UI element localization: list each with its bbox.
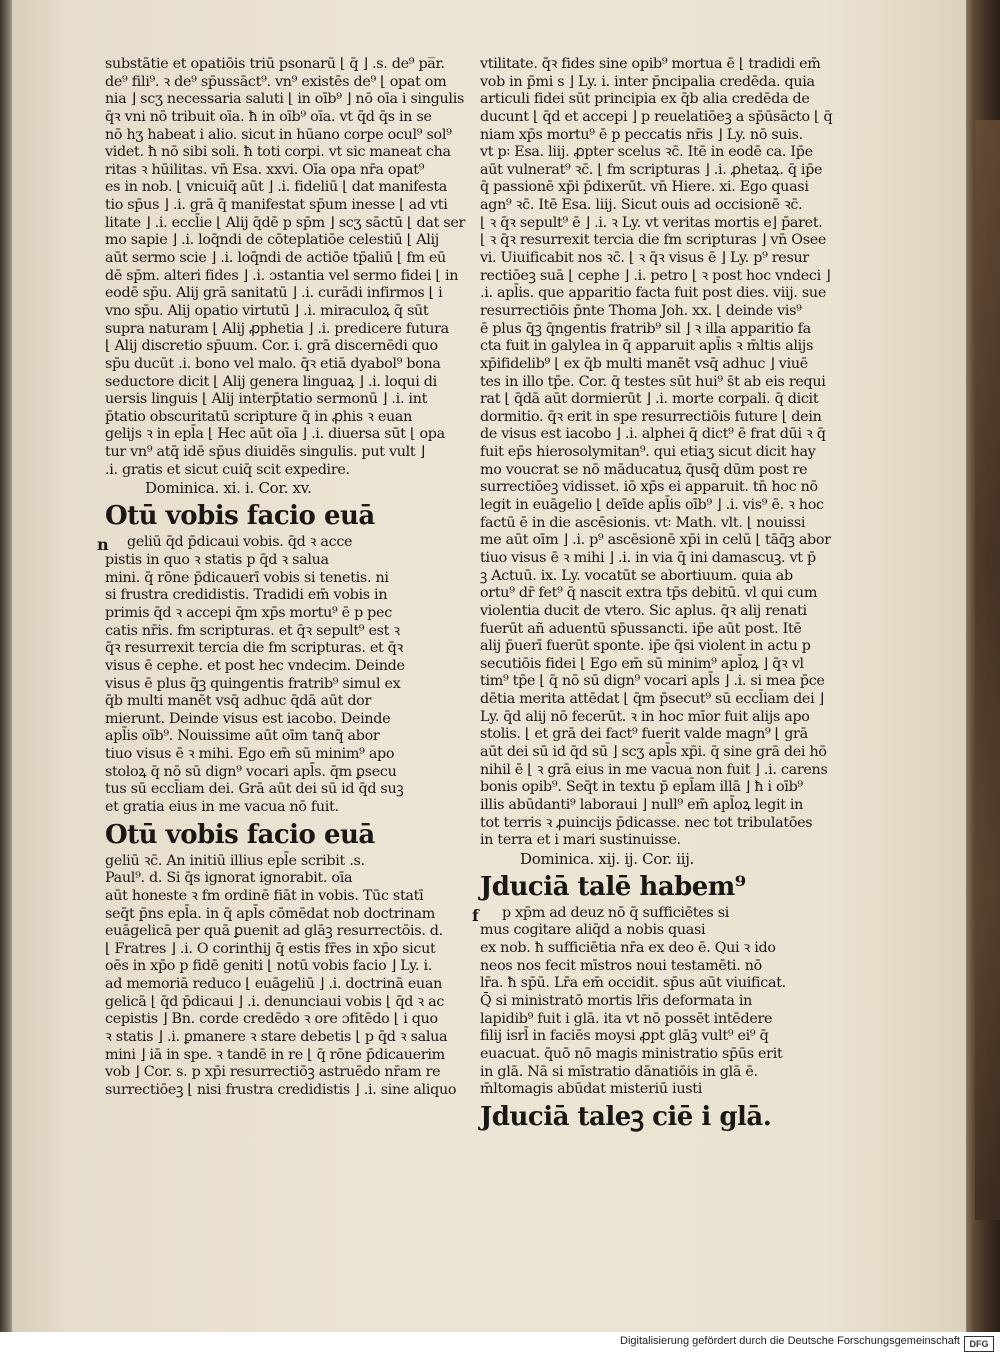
- text-line: eodē sp̄u. Alij grā sanitatū ⌋ .i. curādi infirmos ⌊ i: [105, 285, 443, 302]
- text-line: mo voucrat se nō māducatuꝝ q̄usq̄ dūm post re: [480, 461, 808, 478]
- page: [12, 0, 966, 1332]
- text-line: oēs in xp̄o p fidē geniti ⌊ notū vobis facio ⌋ Ly. i.: [105, 958, 433, 975]
- dfg-logo: DFG: [964, 1336, 994, 1352]
- text-line: ad memoriā reduco ⌊ euāgeliū ⌋ .i. doctrinā euan: [105, 976, 443, 993]
- text-line: supra naturam ⌊ Alij ꝓphetia ⌋ .i. predicere futura: [105, 320, 449, 337]
- text-line: mini ⌋ iā in spe. ꝛ tandē in re ⌊ q̄ rōne p̄dicauerim: [105, 1046, 445, 1063]
- text-line: litate ⌋ .i. eccl̄ie ⌊ Alij q̄dē p sp̄m ⌋ scʒ sāctū ⌊ dat ser: [105, 214, 466, 231]
- text-line: substātie et opatiōis triū psonarū ⌊ q̄ ⌋ .s. de⁹ pa̅r.: [105, 56, 445, 72]
- text-line: .i. gratis et sicut cuiq̄ scit expedire.: [105, 461, 350, 478]
- text-line: q̄b multi manēt vsq̄ adhuc q̄dā aūt dor: [105, 693, 372, 710]
- text-line: violentia ducit de vtero. Sic aplus. q̄ꝛ alij renati: [480, 602, 807, 619]
- text-line: aūt vulnerat⁹ ꝛc̄. ⌊ fm scripturas ⌋ .i. ꝓhetaꝝ. q̄ ip̄e: [480, 161, 823, 178]
- text-line: filij isrl̄ in faciēs moysi ꝓpt glāꝫ vult⁹ ei⁹ q̄: [480, 1028, 769, 1045]
- text-line: bonis opib⁹. Seq̄t in textu p̄ epl̄am illā ⌋ ħ i oīb⁹: [480, 779, 803, 796]
- text-line: aūt dei sū id q̄d sū ⌋ scʒ apl̄s xp̄i. q̄ sine grā dei hō: [480, 743, 827, 760]
- text-line: gelicā ⌊ q̄d p̄dicaui ⌋ .i. denunciaui vobis ⌊ q̄d ꝛ ac: [105, 993, 445, 1010]
- text-line: vno sp̄u. Alij opatio virtutū ⌋ .i. miraculoꝝ q̄ sūt: [105, 302, 429, 319]
- text-line: tiuo visus ē ꝛ mihi. Ego em̄ sū minim⁹ apo: [105, 746, 395, 763]
- text-line: vt p꞉ Esa. liij. ꝓpter scelus ꝛc̄. Itē in eodē ca. Ip̄e: [480, 144, 813, 161]
- text-line: catis nr̄is. fm scripturas. et q̄ꝛ sepult⁹ est ꝛ: [105, 622, 400, 639]
- text-line: seductore dicit ⌊ Alij genera linguaꝝ ⌋ .i. loqui di: [105, 373, 437, 390]
- text-line: ꝫ Actuū. ix. Ly. vocatūt se abortiuum. quia ab: [480, 567, 793, 584]
- text-line: vob in p̄mi s ⌋ Ly. i. inter p̄ncipalia credēda. quia: [480, 73, 815, 90]
- initial-line: [472, 904, 842, 925]
- text-line: legit in euāgelio ⌊ deīde apl̄is oīb⁹ ⌋ .i. vis⁹ ē. ꝛ hoc: [480, 497, 824, 514]
- text-line: dētia merita attēdat ⌊ q̄m p̄secut⁹ sū eccl̄iam dei ⌋: [480, 691, 824, 708]
- text-line: ⌊ Fratres ⌋ .i. O corinthij q̄ estis fr̄es in xp̄o sicut: [105, 940, 436, 957]
- text-line: alij p̄uerī fuerūt sponte. ip̄e q̄si violent in actu p: [480, 638, 811, 655]
- text-line: ritas ꝛ hūilitas. vn̄ Esa. xxvi. Oīa opa nr̄a opat⁹: [105, 161, 425, 178]
- text-line: mus cogitare aliq̄d a nobis quasi: [480, 922, 706, 939]
- text-line: in terra et i mari sustinuisse.: [480, 832, 681, 849]
- text-line: et gratia eius in me vacua nō fuit.: [105, 798, 339, 815]
- guide-letter: n: [97, 535, 109, 555]
- rubric-heading: Dominica. xij. ij. Cor. iij.: [520, 849, 695, 868]
- text-line: tus sū eccl̄iam dei. Grā aūt dei sū id q̄d suꝫ: [105, 781, 404, 798]
- text-line: vob ⌋ Cor. s. p xp̄i resurrectiōꝫ astruēdo nr̄am re: [105, 1064, 441, 1081]
- text-line: xp̄ifidelib⁹ ⌊ ex q̄b multi manēt vsq̄ adhuc ⌋ viuē: [480, 355, 808, 372]
- text-line: de visus est iacobo ⌋ .i. alphei q̄ dict⁹ ē frat dūi ꝛ q̄: [480, 426, 826, 443]
- text-line: surrectiōeꝫ vidisset. iō xp̄s ei apparuit. tn̄ hoc nō: [480, 479, 818, 496]
- text-line: ⌊ ꝛ q̄ꝛ sepult⁹ ē ⌋ .i. ꝛ Ly. vt veritas mortis e⌋ p̄aret.: [480, 214, 823, 231]
- text-line: illis abūdanti⁹ laboraui ⌋ null⁹ em̄ apl̄oꝝ legit in: [480, 796, 804, 813]
- text-line: tot terris ꝛ ꝓuincijs p̄dicasse. nec tot tribulatōes: [480, 814, 813, 831]
- text-line: videt. ħ nō sibi soli. ħ toti corpi. vt sic maneat cha: [105, 144, 451, 161]
- text-line: de⁹ fili⁹. ꝛ de⁹ sp̄ussāct⁹. vn⁹ existēs de⁹ ⌊ opat om: [105, 73, 447, 90]
- lection-incipit: Otū vobis facio euā: [105, 501, 375, 532]
- initial-line: [97, 534, 465, 555]
- text-line: sp̄u ducūt .i. bono vel malo. q̄ꝛ etiā dyabol⁹ bona: [105, 355, 441, 372]
- text-line: si frustra credidistis. Tradidi em̄ vobis in: [105, 587, 388, 604]
- text-line: aūt honeste ꝛ fm ordinē fiāt in vobis. Tūc statī: [105, 887, 424, 904]
- text-line: ⌊ Alij discretio sp̄uum. Cor. i. grā discernēdi quo: [105, 338, 438, 355]
- text-line: tur vn⁹ atq̄ idē sp̄us diuidēs singulis. put vult ⌋: [105, 444, 425, 461]
- text-line: primis q̄d ꝛ accepi q̄m xp̄s mortu⁹ ē p pec: [105, 604, 392, 621]
- text-line: ducunt ⌊ q̄d et accepi ⌋ p reuelatiōeꝫ a sp̄ūsācto ⌊ q̄: [480, 108, 833, 125]
- text-line: dormitio. q̄ꝛ erit in spe resurrectiōis future ⌊ dein: [480, 408, 822, 425]
- guide-letter: f: [472, 905, 479, 925]
- text-line: ⌊ ꝛ q̄ꝛ resurrexit tercia die fm scripturas ⌋ vn̄ Osee: [480, 232, 827, 249]
- text-line: fuerūt añ aduentū sp̄ussancti. ip̄e aūt post. Itē: [480, 620, 802, 637]
- lection-incipit: Otū vobis facio euā: [105, 819, 375, 850]
- text-line: mini. q̄ rōne p̄dicauerī vobis si tenetis. ni: [105, 569, 389, 586]
- text-line: tiuo visus ē ꝛ mihi ⌋ .i. in via q̄ ini damascuꝫ. vt p̄: [480, 549, 816, 566]
- left-column: [97, 56, 466, 1100]
- text-line: mierunt. Deinde visus est iacobo. Deinde: [105, 710, 391, 727]
- text-line: pistis in quo ꝛ statis p q̄d ꝛ salua: [105, 552, 329, 569]
- text-line: cta fuit in galylea in q̄ apparuit apl̄is ꝛ m̄ltis alijs: [480, 338, 814, 355]
- text-line: cepistis ⌋ Bn. corde credēdo ꝛ ore ɔfitēdo ⌊ i quo: [105, 1011, 438, 1028]
- text-line: lr̄a. ħ sp̄ū. Lr̄a em̄ occidit. sp̄us aūt viuificat.: [480, 975, 786, 992]
- text-line: resurrectiōis p̄nte Thoma Joh. xx. ⌊ deinde vis⁹: [480, 302, 802, 319]
- text-line: ortu⁹ dr̄ fet⁹ q̄ nascit extra tp̄s debitū. vl qui cum: [480, 585, 818, 602]
- lection-incipit: Jduciā taleꝫ ciē i glā.: [480, 1101, 772, 1132]
- lection-incipit: Jduciā talē habem⁹: [480, 871, 746, 902]
- text-line: secutiōis fidei ⌊ Ego em̄ sū minim⁹ apl̄oꝝ ⌋ q̄ꝛ vl: [480, 655, 804, 672]
- text-line: tim⁹ tp̄e ⌊ q̄ nō sū dign⁹ vocari apl̄s ⌋ .i. si mea p̄ce: [480, 673, 825, 690]
- text-line: lapidib⁹ fuit i glā. ita vt nō possēt intēdere: [480, 1010, 773, 1027]
- text-line: rectiōeꝫ suā ⌊ cephe ⌋ .i. petro ⌊ ꝛ post hoc vndeci ⌋: [480, 267, 831, 284]
- text-line: q̄ꝛ resurrexit tercia die fm scripturas. et q̄ꝛ: [105, 640, 403, 657]
- text-line: me aūt oīm ⌋ .i. p⁹ ascēsionē xp̄i in celū ⌊ tāq̄ꝫ abor: [480, 532, 831, 549]
- text-line: aūt sermo scie ⌋ .i. loq̄ndi de actiōe tp̄aliū ⌊ fm eū: [105, 250, 446, 267]
- text-line: .i. apl̄is. que apparitio facta fuit post dies. viij. sue: [480, 285, 826, 302]
- text-line: fuit ep̄s hierosolymitan⁹. qui etiaʒ sicut dicit hay: [480, 444, 816, 461]
- text-line: in glā. Nā si mīstratio dānatiōis in glā ē.: [480, 1063, 758, 1080]
- text-line: p xp̄m ad deuz nō q̄ sufficiētes si: [502, 904, 730, 921]
- text-line: euāgelicā per quā ꝑuenit ad glāꝫ resurrectōis. d.: [105, 923, 443, 940]
- text-line: stolis. ⌊ et grā dei fact⁹ fuerit valde magn⁹ ⌊ grā: [480, 726, 808, 743]
- text-line: dē sp̄m. alteri fides ⌋ .i. ɔstantia vel sermo fidei ⌊ in: [105, 267, 459, 284]
- rubric-heading: Dominica. xi. i. Cor. xv.: [145, 479, 312, 498]
- text-line: nihil ē ⌊ ꝛ grā eius in me vacua non fuit ⌋ .i. carens: [480, 761, 828, 778]
- book-binding-strip: [975, 120, 1000, 1220]
- text-line: ꝛ statis ⌋ .i. ꝑmanere ꝛ stare debetis ⌊ p q̄d ꝛ salua: [105, 1029, 448, 1046]
- text-line: mo sapie ⌋ .i. loq̄ndi de cōteplatiōe celestiū ⌊ Alij: [105, 232, 439, 249]
- text-line: nia ⌋ scʒ necessaria saluti ⌊ in oīb⁹ ⌋ nō oīa i singulis: [105, 91, 465, 108]
- text-line: visus ē plus q̄ꝫ quingentis fratrib⁹ simul ex: [105, 675, 401, 692]
- text-line: m̄ltomagis abūdat misteriū iusti: [480, 1081, 702, 1098]
- text-line: geliū ꝛc̄. An initiū illius epl̄e scribit .s.: [105, 852, 365, 869]
- text-line: vi. Uiuificabit nos ꝛc̄. ⌊ ꝛ q̄ꝛ visus ē ⌋ Ly. p⁹ resur: [480, 250, 809, 267]
- text-line: q̄ passionē xp̄i p̄dixerūt. vn̄ Hiere. xi. Ego quasi: [480, 179, 809, 196]
- text-line: visus ē cephe. et post hec vndecim. Deinde: [105, 657, 405, 674]
- text-line: factū ē in die ascēsionis. vt꞉ Math. vlt. ⌊ nouissi: [480, 514, 806, 531]
- text-line: gelijs ꝛ in epl̄a ⌊ Hec aūt oīa ⌋ .i. diuersa sūt ⌊ opa: [105, 426, 445, 443]
- text-line: es in nob. ⌊ vnicuiq̄ aūt ⌋ .i. fideliū ⌊ dat manifesta: [105, 179, 448, 196]
- text-line: stoloꝝ q̄ nō sū dign⁹ vocari apl̄s. q̄m ꝑsecu: [105, 763, 397, 780]
- text-line: ex nob. ħ sufficiētia nr̄a ex deo ē. Qui ꝛ ido: [480, 940, 776, 957]
- footer: [0, 1332, 1000, 1354]
- text-line: agn⁹ ꝛc̄. Itē Esa. liij. Sicut ouis ad occisionē ꝛc̄.: [480, 197, 803, 214]
- text-line: geliū q̄d p̄dicaui vobis. q̄d ꝛ acce: [127, 534, 353, 551]
- text-line: neos nos fecit mīstros noui testamēti. nō: [480, 957, 762, 974]
- text-line: articuli fidei sūt principia ex q̄b alia credēda de: [480, 91, 810, 108]
- text-line: Paul⁹. d. Si q̄s ignorat ignorabit. oīa: [105, 870, 353, 887]
- text-line: surrectiōeꝫ ⌊ nisi frustra credidistis ⌋ .i. sine aliquo: [105, 1081, 457, 1098]
- text-line: q̄ꝛ vni nō tribuit oīa. ħ in oīb⁹ oīa. vt q̄d q̄s in se: [105, 108, 432, 125]
- text-line: Q̄ si ministratō mortis lr̄is deformata in: [480, 993, 753, 1010]
- text-line: Ly. q̄d alij nō fecerūt. ꝛ in hoc mīor fuit alijs apo: [480, 708, 810, 725]
- text-line: nō hʒ habeat i alio. sicut in hūano corpe ocul⁹ sol⁹: [105, 126, 452, 143]
- right-column: [472, 56, 842, 1135]
- text-line: rat ⌊ q̄dā aūt dormierūt ⌋ .i. morte corpali. q̄ dicit: [480, 391, 819, 408]
- text-line: ē plus q̄ꝫ q̄ngentis fratrib⁹ sil ⌋ ꝛ illa apparitio fa: [480, 320, 811, 337]
- footer-credit: Digitalisierung gefördert durch die Deutsche Forschungsgemeinschaft: [620, 1335, 960, 1347]
- text-line: euacuat. q̄uō nō magis ministratio sp̄ūs erit: [480, 1045, 783, 1062]
- text-line: vtilitate. q̄ꝛ fides sine opib⁹ mortua ē ⌊ tradidi em̄: [480, 56, 821, 72]
- text-line: seq̄t p̄ns epl̄a. in q̄ apl̄s cōmēdat nob doctrinam: [105, 905, 435, 922]
- text-line: tes in illo tp̄e. Cor. q̄ testes sūt hui⁹ s̄t ab eis requi: [480, 373, 826, 390]
- text-line: apl̄is oīb⁹. Nouissime aūt oīm tanq̄ abor: [105, 728, 380, 745]
- text-line: niam xp̄s mortu⁹ ē p peccatis nr̄is ⌋ Ly. nō suis.: [480, 126, 803, 143]
- text-line: uersis linguis ⌊ Alij interp̄tatio sermonū ⌋ .i. int: [105, 391, 428, 408]
- text-line: p̄tatio obscuritatū scripture q̄ in ꝓhis ꝛ euan: [105, 408, 413, 425]
- text-line: tio sp̄us ⌋ .i. grā q̄ manifestat sp̄um inesse ⌊ ad vti: [105, 197, 448, 214]
